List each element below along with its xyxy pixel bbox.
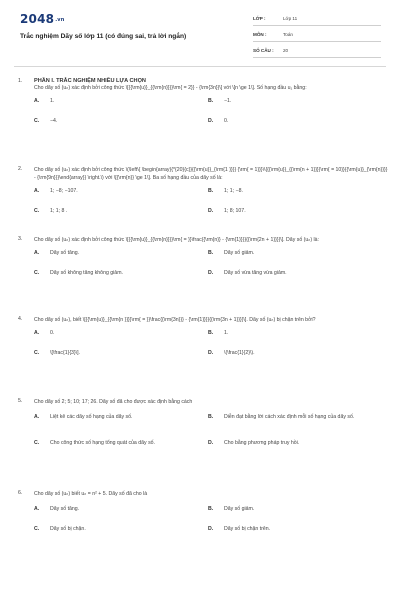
meta-key: LỚP : <box>253 16 266 21</box>
question-text: Cho dãy số (uₙ) xác định bởi công thức \[{{\rm{u}}_{{\rm{n}}}}\rm{ = }}\frac{{\rm{n}} - {\rm{1}}}}{{\rm{2n + 1}}}}\]. Dãy số (uₙ) là: <box>34 237 319 243</box>
question-number: 1. <box>18 78 23 84</box>
option-c[interactable] <box>34 270 208 290</box>
option-text: 0. <box>50 330 55 336</box>
option-c[interactable] <box>34 350 208 370</box>
option-text: Dãy số tăng. <box>50 250 80 256</box>
option-text: 1; −8; −107. <box>50 188 78 194</box>
option-a[interactable] <box>34 250 208 270</box>
question <box>18 236 384 316</box>
option-d[interactable] <box>208 440 388 466</box>
question-number: 2. <box>18 166 23 172</box>
option-b[interactable] <box>208 506 388 526</box>
option-text: Cho bằng phương pháp truy hồi. <box>224 440 300 446</box>
option-text: Dãy số không tăng không giảm. <box>50 270 123 276</box>
option-a[interactable] <box>34 98 208 118</box>
option-c[interactable] <box>34 440 208 466</box>
meta-value: 20 <box>283 48 289 53</box>
option-text: 1; 1; −8. <box>224 188 243 194</box>
options <box>34 330 388 370</box>
option-text: Dãy số vừa tăng vừa giảm. <box>224 270 287 276</box>
question-body <box>34 236 388 316</box>
question-body <box>34 78 388 166</box>
options <box>34 414 388 466</box>
option-d[interactable] <box>208 208 388 228</box>
page-header <box>0 0 400 60</box>
meta-key: MÔN : <box>253 32 267 37</box>
question-text: Cho dãy số (uₙ) xác định bởi công thức \[{{\rm{u}}_{{\rm{n}}}}\rm{ = 2}} - {\rm{3n}}\] với \[n \ge 1\]. Số hạng đầu u₁ bằng: <box>34 85 307 91</box>
question-number: 5. <box>18 398 23 404</box>
meta-row-count <box>253 44 381 58</box>
option-text: Dãy số giảm. <box>224 250 255 256</box>
option-label: D. <box>208 526 214 532</box>
option-text: Dãy số bị chặn trên. <box>224 526 271 532</box>
option-label: A. <box>34 188 40 194</box>
option-label: D. <box>208 350 214 356</box>
option-a[interactable] <box>34 188 208 208</box>
question <box>18 78 384 166</box>
options <box>34 98 388 138</box>
option-text: Diễn đạt bằng lời cách xác định mỗi số hạng của dãy số. <box>224 414 355 420</box>
option-text: \[\frac{1}{3}\]. <box>50 350 80 356</box>
option-d[interactable] <box>208 270 388 290</box>
meta-value: Toán <box>283 32 293 37</box>
option-text: 1. <box>50 98 55 104</box>
question-body <box>34 316 388 398</box>
option-b[interactable] <box>208 414 388 440</box>
option-label: C. <box>34 350 40 356</box>
question-text: Cho dãy số (uₙ), biết \[{{\rm{u}}_{{\rm{n }}}}\rm{ = }}\frac{{\rm{3n}}} - {\rm{1}}}}{{\rm{3n + 1}}}}\]. Dãy số (uₙ) bị chặn trên bởi? <box>34 317 316 323</box>
option-label: A. <box>34 98 40 104</box>
option-text: 0. <box>224 118 229 124</box>
options <box>34 506 388 546</box>
options <box>34 188 388 228</box>
section-heading: PHẦN I. TRẮC NGHIỆM NHIỀU LỰA CHỌN <box>34 78 146 84</box>
option-label: D. <box>208 208 214 214</box>
option-label: D. <box>208 118 214 124</box>
option-label: D. <box>208 440 214 446</box>
option-label: C. <box>34 118 40 124</box>
question <box>18 490 384 556</box>
option-text: 1; 8; 107. <box>224 208 246 214</box>
question <box>18 398 384 490</box>
logo-main: 2048 <box>20 12 55 26</box>
option-text: −4. <box>50 118 58 124</box>
option-b[interactable] <box>208 98 388 118</box>
option-text: Dãy số bị chặn. <box>50 526 86 532</box>
question-body <box>34 398 388 490</box>
question-number: 6. <box>18 490 23 496</box>
option-c[interactable] <box>34 208 208 228</box>
option-label: B. <box>208 414 214 420</box>
question-text: Cho dãy số (uₙ) biết uₙ = n² + 5. Dãy số đã cho là <box>34 491 148 497</box>
meta-value: Lớp 11 <box>283 16 298 21</box>
option-text: Cho công thức số hạng tổng quát của dãy số. <box>50 440 155 446</box>
option-text: \(\frac{1}{2}\). <box>224 350 255 356</box>
option-label: D. <box>208 270 214 276</box>
option-a[interactable] <box>34 414 208 440</box>
option-label: C. <box>34 208 40 214</box>
option-b[interactable] <box>208 330 388 350</box>
option-label: B. <box>208 188 214 194</box>
question <box>18 316 384 398</box>
question-text: Cho dãy số (uₙ) xác định bởi công thức \(\left\{ \begin{array}{*{20}{c}}{{\rm{u}}_{\rm{1 }}}} {\rm{ = 1}}}\\{{{\rm{u}}_{{\rm{n + 1}}}}\rm{ = 10}}{{\rm{u}}_{\rm{n}}}} - {\rm{9n}}}\end{array}} \right.\) với \[{\rm{n}} \ge 1\]. Ba số hạng đầu của dãy số là: <box>34 167 388 181</box>
option-label: A. <box>34 506 40 512</box>
option-label: A. <box>34 330 40 336</box>
option-d[interactable] <box>208 118 388 138</box>
meta-key: SỐ CÂU : <box>253 48 274 53</box>
option-text: Liệt kê các dãy số hạng của dãy số. <box>50 414 133 420</box>
page-title: Trắc nghiệm Dãy số lớp 11 (có đúng sai, trả lời ngắn) <box>20 33 187 40</box>
option-text: 1. <box>224 330 229 336</box>
meta-row-subject <box>253 28 381 42</box>
question-number: 3. <box>18 236 23 242</box>
question-body <box>34 166 388 236</box>
option-label: B. <box>208 506 214 512</box>
option-label: B. <box>208 330 214 336</box>
question-number: 4. <box>18 316 23 322</box>
option-a[interactable] <box>34 330 208 350</box>
option-text: −1. <box>224 98 232 104</box>
question <box>18 166 388 236</box>
option-d[interactable] <box>208 526 388 546</box>
option-label: C. <box>34 270 40 276</box>
option-c[interactable] <box>34 118 208 138</box>
option-label: B. <box>208 98 214 104</box>
option-label: A. <box>34 250 40 256</box>
option-text: Dãy số giảm. <box>224 506 255 512</box>
logo-suffix: .vn <box>55 17 65 23</box>
site-logo[interactable] <box>20 12 65 26</box>
questions-list <box>18 78 388 556</box>
option-text: Dãy số tăng. <box>50 506 80 512</box>
option-d[interactable] <box>208 350 388 370</box>
option-b[interactable] <box>208 188 388 208</box>
option-a[interactable] <box>34 506 208 526</box>
question-text: Cho dãy số 2; 5; 10; 17; 26. Dãy số đã cho được xác định bằng cách <box>34 399 193 405</box>
option-label: C. <box>34 526 40 532</box>
option-text: 1; 1; 8 . <box>50 208 68 214</box>
header-divider <box>14 66 386 67</box>
option-label: C. <box>34 440 40 446</box>
options <box>34 250 388 290</box>
meta-panel <box>253 12 381 60</box>
option-label: B. <box>208 250 214 256</box>
option-label: A. <box>34 414 40 420</box>
question-body <box>34 490 388 556</box>
option-b[interactable] <box>208 250 388 270</box>
option-c[interactable] <box>34 526 208 546</box>
meta-row-class <box>253 12 381 26</box>
